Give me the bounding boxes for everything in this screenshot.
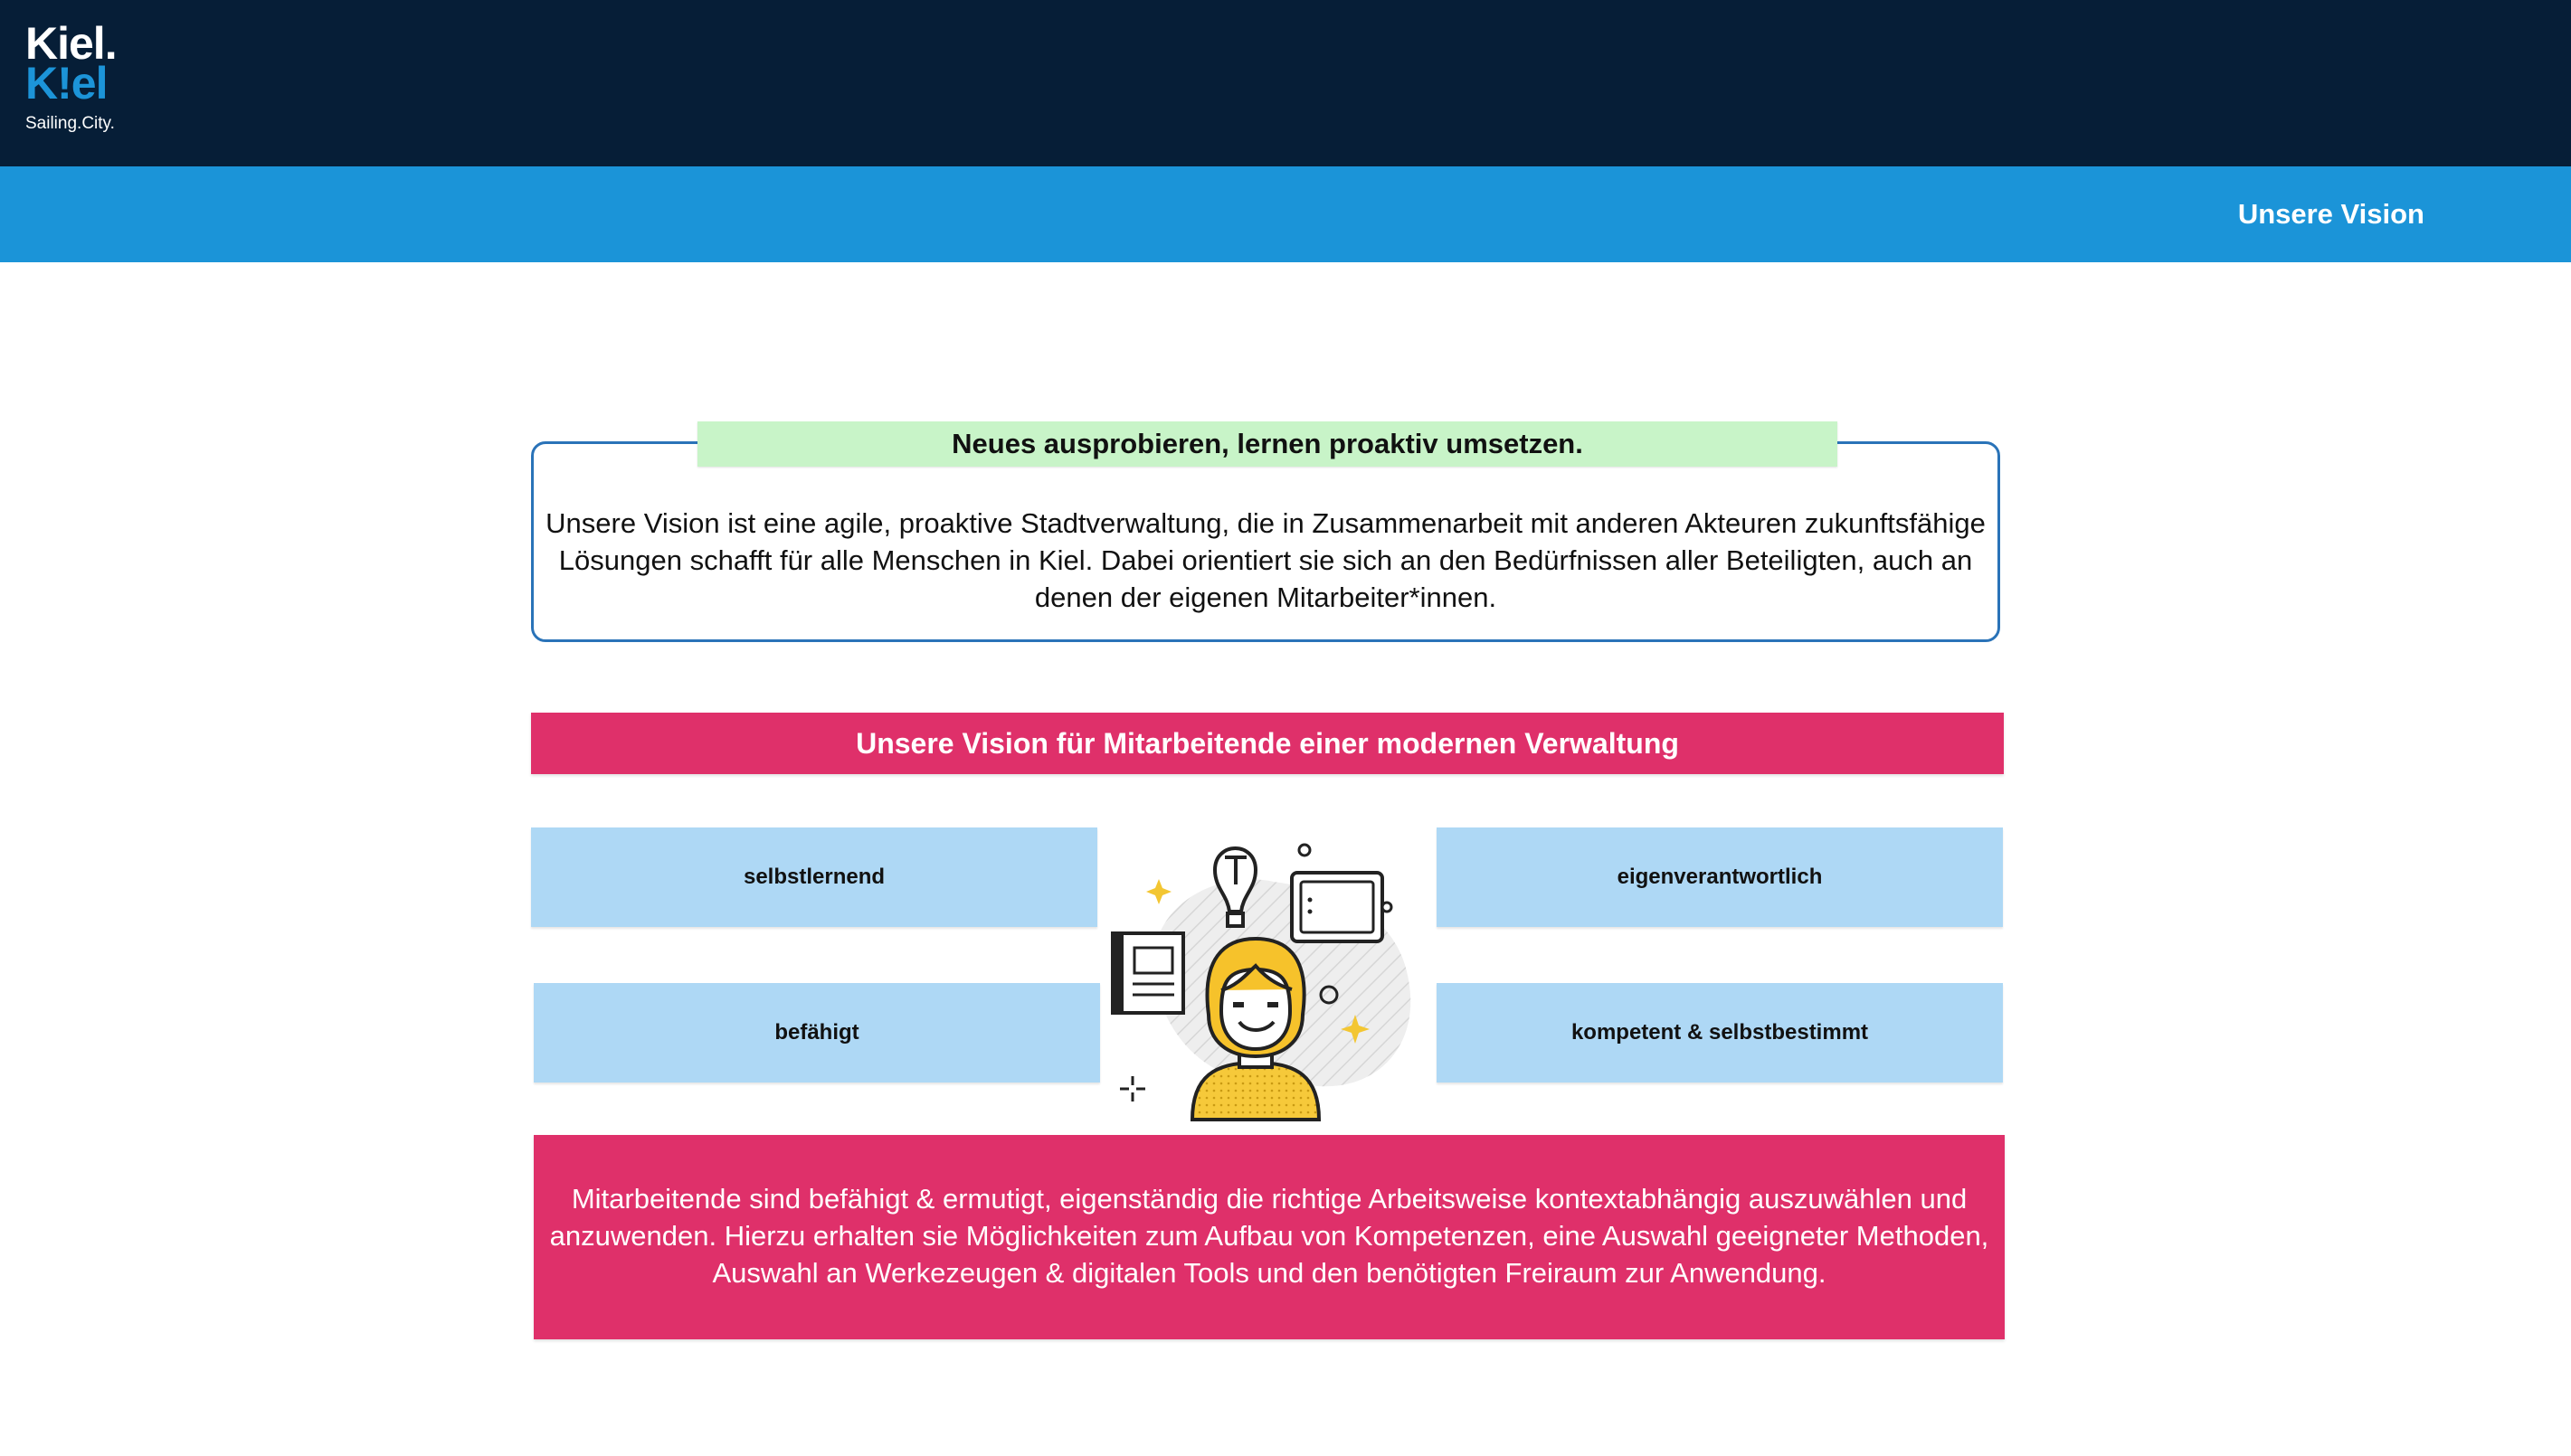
logo-tagline: Sailing.City. — [25, 114, 115, 133]
tile-kompetent-selbstbestimmt — [1437, 983, 2003, 1083]
sparkle-icon — [1146, 879, 1172, 904]
tile-label: eigenverantwortlich — [1617, 865, 1823, 889]
top-header — [0, 0, 2571, 166]
employees-description-text: Mitarbeitende sind befähigt & ermutigt, eigenständig die richtige Arbeitsweise kontextabhängig auszuwählen und anzuwenden. Hierzu erhalten sie Möglichkeiten zum Aufbau von Kompetenzen, eine Auswahl geeigneter Methoden, Auswahl an Werkezeugen & digitalen Tools und den benötigten Freiraum zur Anwendung. — [549, 1183, 1989, 1289]
vision-heading: Neues ausprobieren, lernen proaktiv umsetzen. — [697, 421, 1837, 467]
nav-bar — [0, 166, 2571, 262]
decor-circle — [1299, 845, 1310, 856]
tile-befaehigt — [534, 983, 1100, 1083]
employee-illustration — [1102, 805, 1429, 1121]
tile-selbstlernend — [531, 827, 1097, 927]
employees-heading: Unsere Vision für Mitarbeitende einer modernen Verwaltung — [531, 713, 2004, 774]
tile-label: befähigt — [774, 1020, 859, 1045]
logo-wordmark-white: Kiel. — [25, 18, 117, 69]
person-avatar-icon — [1192, 939, 1319, 1120]
logo-wordmark-blue: K!el — [25, 58, 108, 109]
tile-eigenverantwortlich — [1437, 827, 2003, 927]
document-icon — [1113, 933, 1183, 1013]
tile-label: kompetent & selbstbestimmt — [1570, 1020, 1869, 1045]
nav-item-unsere-vision[interactable]: Unsere Vision — [2237, 198, 2424, 230]
sparkle-icon — [1120, 1076, 1145, 1101]
kiel-logo[interactable] — [25, 20, 170, 147]
tablet-icon — [1292, 873, 1391, 941]
vision-text: Unsere Vision ist eine agile, proaktive Stadtverwaltung, die in Zusammenarbeit mit anderen Akteuren zukunftsfähige Lösungen schafft für alle Menschen in Kiel. Dabei orientiert sie sich an den Bedürfnissen aller Beteiligten, auch an denen der eigenen Mitarbeiter*innen. — [546, 507, 1986, 613]
tile-label: selbstlernend — [743, 865, 886, 889]
